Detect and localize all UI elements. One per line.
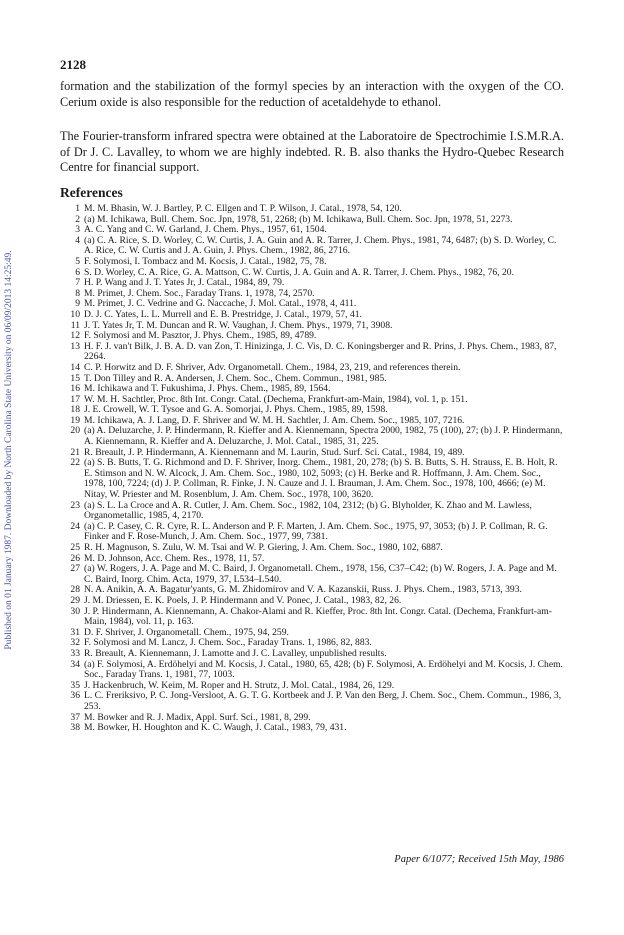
paper-footer: Paper 6/1077; Received 15th May, 1986 — [394, 854, 564, 865]
publication-sidebar — [2, 130, 16, 770]
sidebar-text: Published on 01 January 1987. Downloaded by North Carolina State University on 06/09/2013 14:25:49. — [4, 250, 14, 650]
reference-item — [60, 204, 564, 215]
reference-number: 9 — [75, 298, 80, 310]
reference-text: (a) C. P. Casey, C. R. Cyre, R. L. Anderson and P. F. Marten, J. Am. Chem. Soc., 1975, 97, 3053; (b) J. P. Collman, R. G. Finker and F. Rose-Munch, J. Am. Chem. Soc., 1977, 99, 7381. — [84, 520, 548, 543]
reference-item — [60, 458, 564, 500]
reference-item — [60, 310, 564, 321]
reference-number: 24 — [70, 520, 80, 532]
reference-item — [60, 342, 564, 363]
reference-item — [60, 660, 564, 681]
reference-number: 27 — [70, 563, 80, 575]
reference-text: R. Breault, A. Kiennemann, J. Lamotte and J. C. Lavalley, unpublished results. — [84, 647, 387, 659]
reference-text: C. P. Horwitz and D. F. Shriver, Adv. Organometall. Chem., 1984, 23, 219, and references therein. — [84, 361, 461, 373]
reference-text: (a) M. Ichikawa, Bull. Chem. Soc. Jpn, 1978, 51, 2268; (b) M. Ichikawa, Bull. Chem. Soc. Jpn, 1978, 51, 2273. — [84, 213, 513, 225]
reference-text: L. C. Freriksivo, P. C. Jong-Versloot, A. G. T. G. Kortbeek and J. P. Van den Berg, J. Chem. Soc., Chem. Commun., 1986, 3, 253. — [84, 690, 562, 712]
reference-number: 10 — [70, 308, 80, 320]
reference-number: 33 — [70, 647, 80, 659]
reference-number: 34 — [70, 658, 80, 670]
reference-item — [60, 501, 564, 522]
reference-text: J. E. Crowell, W. T. Tysoe and G. A. Somorjai, J. Phys. Chem., 1985, 89, 1598. — [84, 404, 388, 416]
reference-number: 30 — [70, 605, 80, 617]
reference-item — [60, 257, 564, 268]
reference-number: 4 — [75, 234, 80, 246]
reference-number: 21 — [70, 446, 80, 458]
reference-text: S. D. Worley, C. A. Rice, G. A. Mattson, C. W. Curtis, J. A. Guin and A. R. Tarrer, J. Chem. Phys., 1982, 76, 20. — [84, 266, 514, 278]
paragraph-conclusion: formation and the stabilization of the formyl species by an interaction with the oxygen of the CO. Cerium oxide is also responsible for the reduction of acetaldehyde to ethanol. — [60, 79, 564, 109]
reference-text: W. M. H. Sachtler, Proc. 8th Int. Congr. Catal. (Dechema, Frankfurt-am-Main, 1984), vol. 1, p. 151. — [84, 393, 468, 405]
reference-number: 16 — [70, 383, 80, 395]
reference-text: H. P. Wang and J. T. Yates Jr, J. Catal., 1984, 89, 79. — [84, 277, 285, 289]
reference-list — [60, 204, 564, 734]
reference-text: M. Primet, J. C. Vedrine and G. Naccache, J. Mol. Catal., 1978, 4, 411. — [84, 298, 357, 310]
reference-number: 6 — [75, 266, 80, 278]
reference-number: 12 — [70, 330, 80, 342]
reference-number: 23 — [70, 499, 80, 511]
reference-number: 37 — [70, 711, 80, 723]
reference-text: (a) S. B. Butts, T. G. Richmond and D. F. Shriver, Inorg. Chem., 1981, 20, 278; (b) S. B. Butts, S. H. Strauss, E. B. Holt, R. E. Stimson and N. W. Alcock, J. Am. Chem. Soc., 1980, 102, 5093; (c) H. Berke and R. Hoffmann, J. Am. Chem. Soc., 1978, 100, 7224; (d) J. P. Collman, R. Finke, J. N. Cauze and J. I. Brauman, J. Am. Chem. Soc., 1978, 100, 4666; (e) M. Nitay, W. Priester and M. Rosenblum, J. Am. Chem. Soc., 1978, 100, 3620. — [84, 457, 558, 501]
reference-text: M. Ichikawa, A. J. Lang, D. F. Shriver and W. M. H. Sachtler, J. Am. Chem. Soc., 1985, 107, 7216. — [84, 414, 465, 426]
reference-text: R. H. Magnuson, S. Zulu, W. M. Tsai and W. P. Giering, J. Am. Chem. Soc., 1980, 102, 6887. — [84, 542, 443, 553]
reference-number: 38 — [70, 722, 80, 734]
reference-text: (a) A. Deluzarche, J. P. Hindermann, R. Kieffer and A. Kiennemann, Spectra 2000, 1982, 75 (100), 27; (b) J. P. Hindermann, A. Kiennemann, R. Kieffer and A. Deluzarche, J. Mol. Catal., 1985, 31, 225. — [84, 425, 563, 448]
reference-text: (a) C. A. Rice, S. D. Worley, C. W. Curtis, J. A. Guin and A. R. Tarrer, J. Chem. Phys., 1981, 74, 6487; (b) S. D. Worley, C. A. Rice, C. W. Curtis and J. A. Guin, J. Phys. Chem., 1982, 86, 2716. — [84, 234, 557, 257]
reference-number: 22 — [70, 457, 80, 469]
reference-text: M. Bowker, H. Houghton and K. C. Waugh, J. Catal., 1983, 79, 431. — [84, 722, 347, 734]
reference-number: 15 — [70, 372, 80, 384]
reference-text: D. J. C. Yates, L. L. Murrell and E. B. Prestridge, J. Catal., 1979, 57, 41. — [84, 308, 362, 320]
references-heading: References — [60, 185, 123, 200]
reference-number: 32 — [70, 637, 80, 649]
reference-number: 29 — [70, 594, 80, 606]
reference-item — [60, 649, 564, 660]
reference-item — [60, 723, 564, 734]
reference-item — [60, 363, 564, 374]
reference-text: D. F. Shriver, J. Organometall. Chem., 1975, 94, 259. — [84, 626, 289, 638]
reference-text: (a) W. Rogers, J. A. Page and M. C. Baird, J. Organometall. Chem., 1978, 156, C37–C42; (b) W. Rogers, J. A. Page and M. C. Baird, Inorg. Chim. Acta, 1979, 37, L534–L540. — [84, 563, 557, 585]
reference-number: 11 — [70, 319, 80, 331]
reference-number: 20 — [70, 425, 80, 437]
reference-number: 2 — [75, 213, 80, 225]
reference-text: M. Primet, J. Chem. Soc., Faraday Trans. 1, 1978, 74, 2570. — [84, 287, 315, 299]
reference-item — [60, 691, 564, 712]
reference-number: 36 — [70, 690, 80, 702]
reference-text: (a) S. L. La Croce and A. R. Cutler, J. Am. Chem. Soc., 1982, 104, 2312; (b) G. Blyholder, K. Zhao and M. Lawless, Organometallic, 1985, 4, 2170. — [84, 499, 532, 522]
reference-number: 13 — [70, 340, 80, 352]
reference-item — [60, 564, 564, 585]
reference-item — [60, 522, 564, 543]
reference-item — [60, 543, 564, 554]
reference-text: M. Ichikawa and T. Fukushima, J. Phys. Chem., 1985, 89, 1564. — [84, 383, 331, 395]
reference-text: N. A. Anikin, A. A. Bagatur'yants, G. M. Zhidomirov and V. A. Kazanskii, Russ. J. Phys. Chem., 1983, 5713, 393. — [84, 584, 522, 596]
reference-item — [60, 596, 564, 607]
reference-number: 35 — [70, 679, 80, 691]
reference-number: 5 — [75, 255, 80, 267]
reference-text: H. F. J. van't Bilk, J. B. A. D. van Zon, T. Hinizinga, J. C. Vis, D. C. Koningsberger and R. Prins, J. Phys. Chem., 1983, 87, 2264. — [84, 340, 557, 363]
reference-text: F. Solymosi and M. Lancz, J. Chem. Soc., Faraday Trans. 1, 1986, 82, 883. — [84, 637, 372, 649]
reference-item — [60, 426, 564, 447]
reference-text: T. Don Tilley and R. A. Andersen, J. Chem. Soc., Chem. Commun., 1981, 985. — [84, 372, 387, 384]
reference-text: M. M. Bhasin, W. J. Bartley, P. C. Ellgen and T. P. Wilson, J. Catal., 1978, 54, 120. — [84, 203, 402, 214]
reference-text: F. Solymosi, I. Tombacz and M. Kocsis, J. Catal., 1982, 75, 78. — [84, 255, 327, 267]
reference-text: R. Breault, J. P. Hindermann, A. Kiennemann and M. Laurin, Stud. Surf. Sci. Catal., 1984, 19, 489. — [84, 446, 465, 458]
reference-number: 17 — [70, 393, 80, 405]
reference-text: J. Hackenbruch, W. Keim, M. Roper and H. Strutz, J. Mol. Catal., 1984, 26, 129. — [84, 679, 395, 691]
reference-text: M. D. Johnson, Acc. Chem. Res., 1978, 11, 57. — [84, 552, 265, 564]
reference-number: 19 — [70, 414, 80, 426]
reference-text: A. C. Yang and C. W. Garland, J. Chem. Phys., 1957, 61, 1504. — [84, 224, 327, 236]
reference-text: J. M. Driessen, E. K. Poels, J. P. Hindermann and V. Ponec, J. Catal., 1983, 82, 26. — [84, 594, 402, 606]
reference-number: 7 — [75, 277, 80, 289]
reference-text: M. Bowker and R. J. Madix, Appl. Surf. Sci., 1981, 8, 299. — [84, 711, 311, 723]
reference-item — [60, 236, 564, 257]
reference-number: 14 — [70, 361, 80, 373]
reference-number: 31 — [70, 626, 80, 638]
page-number: 2128 — [60, 57, 86, 72]
reference-number: 25 — [70, 542, 80, 553]
reference-text: (a) F. Solymosi, A. Erdöhelyi and M. Kocsis, J. Catal., 1980, 65, 428; (b) F. Solymosi, A. Erdöhelyi and M. Kocsis, J. Chem. Soc., Faraday Trans. 1, 1981, 77, 1003. — [84, 658, 563, 681]
reference-text: J. P. Hindermann, A. Kiennemann, A. Chakor-Alami and R. Kieffer, Proc. 8th Int. Congr. Catal. (Dechema, Frankfurt-am-Main, 1984), vol. 11, p. 163. — [84, 605, 552, 628]
reference-number: 8 — [75, 287, 80, 299]
paragraph-acknowledgement: The Fourier-transform infrared spectra were obtained at the Laboratoire de Spectrochimie I.S.M.R.A. of Dr J. C. Lavalley, to whom we are highly indebted. R. B. also thanks the Hydro-Quebec Research Centre for financial support. — [60, 129, 564, 174]
reference-number: 18 — [70, 404, 80, 416]
reference-text: J. T. Yates Jr, T. M. Duncan and R. W. Vaughan, J. Chem. Phys., 1979, 71, 3908. — [84, 319, 393, 331]
reference-number: 3 — [75, 224, 80, 236]
reference-number: 28 — [70, 584, 80, 596]
reference-item — [60, 607, 564, 628]
reference-text: F. Solymosi and M. Pasztor, J. Phys. Chem., 1985, 89, 4789. — [84, 330, 317, 342]
reference-number: 1 — [75, 203, 80, 214]
reference-number: 26 — [70, 552, 80, 564]
